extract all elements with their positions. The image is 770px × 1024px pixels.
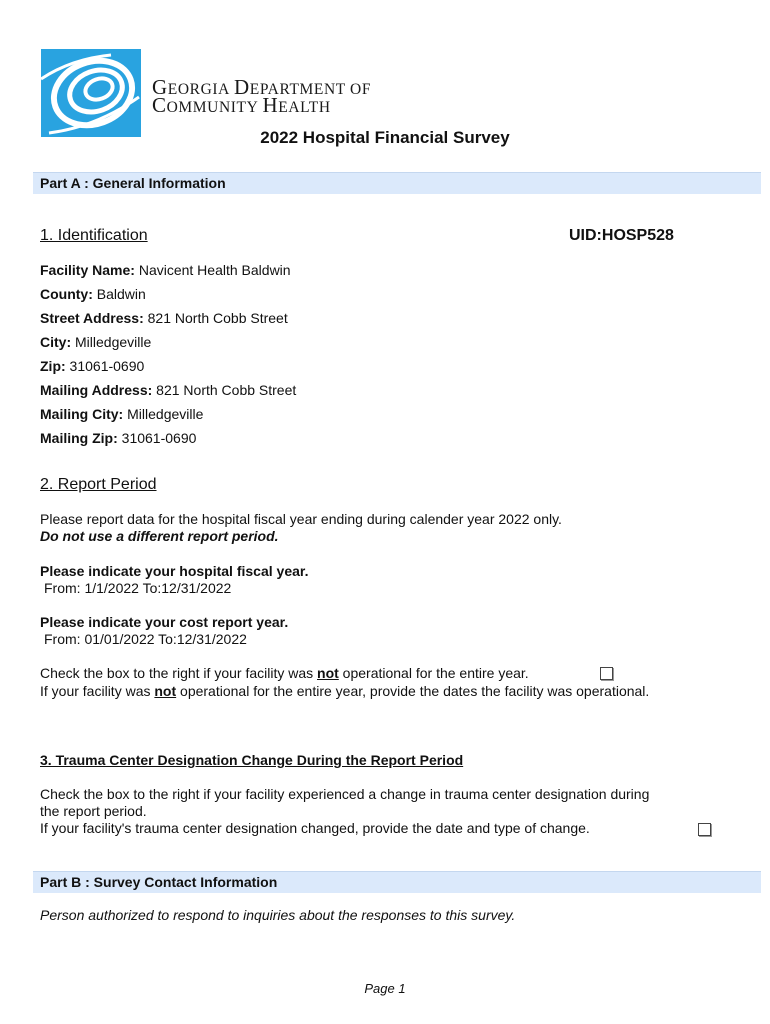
uid-label: UID:HOSP528 (569, 227, 674, 244)
field-zip: Zip: 31061-0690 (40, 358, 145, 374)
fiscal-year-value: From: 1/1/2022 To:12/31/2022 (44, 580, 232, 596)
dch-logo-mark (41, 49, 141, 137)
field-facility-name: Facility Name: Navicent Health Baldwin (40, 262, 291, 278)
not-operational-instruction: Check the box to the right if your facility was not operational for the entire year. (40, 665, 529, 681)
fiscal-year-label: Please indicate your hospital fiscal year. (40, 563, 309, 579)
trauma-instruction-line1: Check the box to the right if your facility experienced a change in trauma center designation during (40, 786, 650, 802)
cost-report-label: Please indicate your cost report year. (40, 614, 289, 630)
part-b-label: Part B : Survey Contact Information (40, 874, 278, 890)
field-mailing-city: Mailing City: Milledgeville (40, 406, 204, 422)
not-operational-checkbox[interactable] (600, 667, 613, 680)
trauma-instruction-line2: the report period. (40, 803, 147, 819)
trauma-change-checkbox[interactable] (698, 823, 711, 836)
trauma-instruction-line3: If your facility's trauma center designation changed, provide the date and type of change. (40, 820, 590, 836)
field-street-address: Street Address: 821 North Cobb Street (40, 310, 288, 326)
identification-heading: 1. Identification (40, 227, 148, 244)
field-mailing-zip: Mailing Zip: 31061-0690 (40, 430, 197, 446)
operational-dates-instruction: If your facility was not operational for the entire year, provide the dates the facility was operational. (40, 683, 650, 699)
report-period-instruction: Please report data for the hospital fiscal year ending during calender year 2022 only. (40, 511, 562, 527)
field-city: City: Milledgeville (40, 334, 152, 350)
survey-title: 2022 Hospital Financial Survey (260, 128, 510, 147)
contact-note: Person authorized to respond to inquiries about the responses to this survey. (40, 907, 516, 923)
dch-logo (41, 49, 141, 137)
report-period-heading: 2. Report Period (40, 476, 157, 493)
org-name-line1: GEORGIA DEPARTMENT OF (152, 75, 372, 99)
field-mailing-address: Mailing Address: 821 North Cobb Street (40, 382, 297, 398)
part-a-header (33, 172, 761, 194)
field-county: County: Baldwin (40, 286, 146, 302)
cost-report-value: From: 01/01/2022 To:12/31/2022 (44, 631, 247, 647)
org-name-line2: COMMUNITY HEALTH (152, 93, 331, 117)
trauma-heading: 3. Trauma Center Designation Change During the Report Period (40, 752, 464, 768)
report-period-warning: Do not use a different report period. (40, 528, 279, 544)
part-b-header (33, 871, 761, 893)
part-a-label: Part A : General Information (40, 175, 226, 191)
page-number: Page 1 (364, 981, 406, 996)
